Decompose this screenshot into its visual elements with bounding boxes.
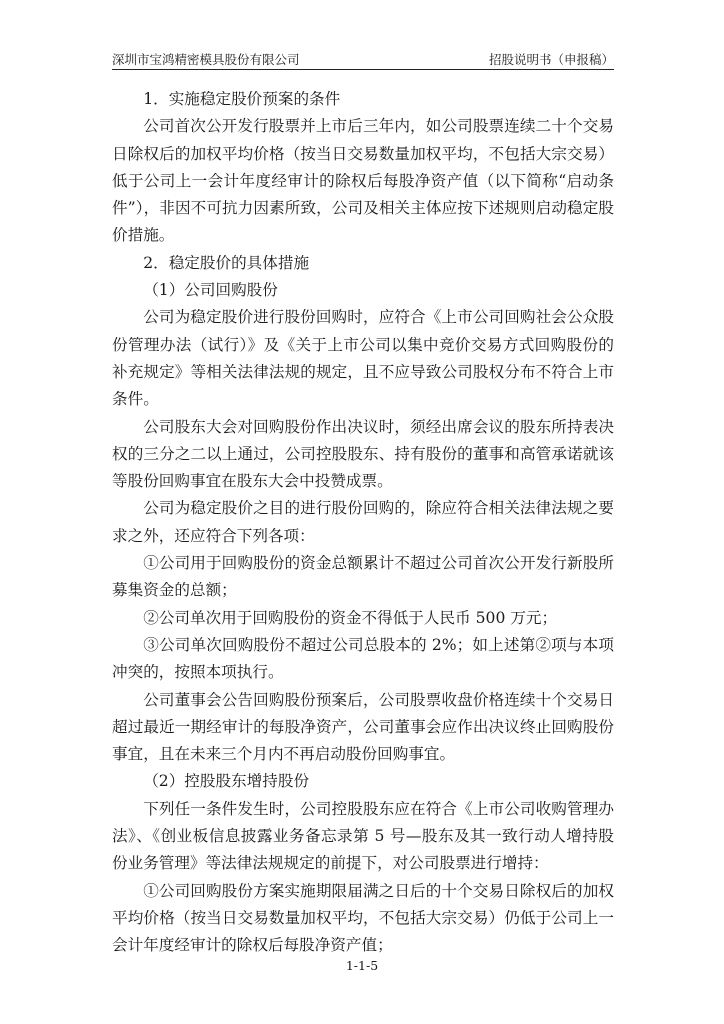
document-body	[112, 86, 614, 960]
section-heading: 1．实施稳定股价预案的条件	[143, 90, 341, 108]
subsection-heading: （2）控股股东增持股份	[143, 772, 310, 791]
list-item: ③公司单次回购股份不超过公司总股本的 2%；如上述第②项与本项冲突的，按照本项执行。	[112, 635, 614, 682]
subsection-heading: （1）公司回购股份	[143, 281, 278, 300]
page-number: 1-1-5	[345, 958, 379, 973]
section-heading: 2．稳定股价的具体措施	[143, 253, 310, 272]
body-paragraph: 公司首次公开发行股票并上市后三年内，如公司股票连续二十个交易日除权后的加权平均价格（按当日交易数量加权平均，不包括大宗交易）低于公司上一会计年度经审计的除权后每股净资产值（以下简称“启动条件”），非因不可抗力因素所致，公司及相关主体应按下述规则启动稳定股价措施。	[112, 117, 614, 245]
body-paragraph: 公司股东大会对回购股份作出决议时，须经出席会议的股东所持表决权的三分之二以上通过，公司控股股东、持有股份的董事和高管承诺就该等股份回购事宜在股东大会中投赞成票。	[112, 417, 614, 491]
page-footer	[0, 958, 724, 973]
header-document-title: 招股说明书（申报稿）	[488, 52, 614, 67]
body-paragraph: 公司为稳定股价进行股份回购时，应符合《上市公司回购社会公众股份管理办法（试行）》及《关于上市公司以集中竞价交易方式回购股份的补充规定》等相关法律法规的规定，且不应导致公司股权分布不符合上市条件。	[112, 308, 614, 409]
header-company-name: 深圳市宝鸿精密模具股份有限公司	[112, 52, 300, 67]
body-paragraph: 公司董事会公告回购股份预案后，公司股票收盘价格连续十个交易日超过最近一期经审计的每股净资产，公司董事会应作出决议终止回购股份事宜，且在未来三个月内不再启动股份回购事宜。	[112, 690, 614, 764]
list-item: ①公司回购股份方案实施期限届满之日后的十个交易日除权后的加权平均价格（按当日交易数量加权平均，不包括大宗交易）仍低于公司上一会计年度经审计的除权后每股净资产值；	[112, 881, 614, 955]
body-paragraph: 公司为稳定股价之目的进行股份回购的，除应符合相关法律法规之要求之外，还应符合下列各项：	[112, 499, 614, 545]
body-paragraph: 下列任一条件发生时，公司控股股东应在符合《上市公司收购管理办法》、《创业板信息披露业务备忘录第 5 号—股东及其一致行动人增持股份业务管理》等法律法规规定的前提下，对公司股票进行增持：	[112, 799, 614, 873]
list-item: ①公司用于回购股份的资金总额累计不超过公司首次公开发行新股所募集资金的总额；	[112, 554, 614, 600]
list-item: ②公司单次用于回购股份的资金不得低于人民币 500 万元；	[143, 608, 558, 627]
page-header	[112, 50, 614, 70]
